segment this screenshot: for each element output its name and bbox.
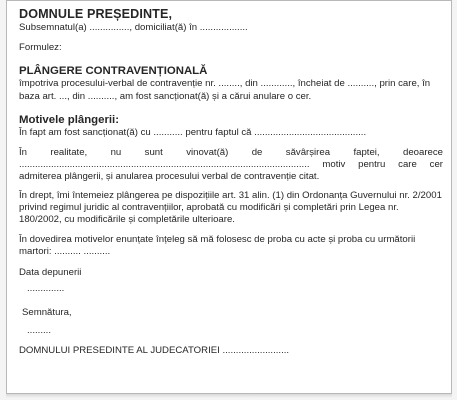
complaint-document bbox=[6, 0, 452, 394]
reason-paragraph-2: În realitate, nu sunt vinovat(ă) de săvârșirea faptei, deoarece ............................................................................................................. motiv pentru care cer admiterea plângerii, și anularea procesului verbal de contravenție citat. bbox=[19, 147, 443, 183]
reason-paragraph-3: În drept, îmi întemeiez plângerea pe dispozițiile art. 31 alin. (1) din Ordonanța Guvernului nr. 2/2001 privind regimul juridic al contravențiilor, aprobată cu modificări și completări prin Legea nr. 180/2002, cu modificările și completările ulterioare. bbox=[19, 189, 442, 226]
intro-line: Subsemnatul(a) ..............., domiciliat(ă) în .................. bbox=[19, 22, 248, 33]
document-title: DOMNULE PREȘEDINTE, bbox=[19, 7, 173, 21]
reasons-heading: Motivele plângerii: bbox=[19, 113, 120, 126]
formulez-line: Formulez: bbox=[19, 42, 62, 54]
date-value: .............. bbox=[27, 282, 65, 294]
complaint-heading: PLÂNGERE CONTRAVENȚIONALĂ bbox=[19, 65, 208, 78]
signature-label: Semnătura, bbox=[22, 307, 72, 319]
signature-value: ......... bbox=[27, 325, 51, 337]
page-shadow bbox=[6, 394, 452, 398]
reason-paragraph-1: În fapt am fost sancționat(ă) cu ........... pentru faptul că .......................................... bbox=[19, 126, 367, 138]
reason-paragraph-4: În dovedirea motivelor enunțate înțeleg să mă folosesc de proba cu acte și proba cu următorii martori: .......... .......... bbox=[19, 234, 416, 258]
date-label: Data depunerii bbox=[19, 266, 82, 278]
footer-addressee: DOMNULUI PRESEDINTE AL JUDECATORIEI ......................... bbox=[19, 345, 290, 357]
complaint-paragraph: împotriva procesului-verbal de contravenție nr. ........, din ............, încheiat de .........., prin care, în baza art. ..., din .........., am fost sancționat(ă) și a cărui anulare o cer. bbox=[19, 78, 431, 102]
